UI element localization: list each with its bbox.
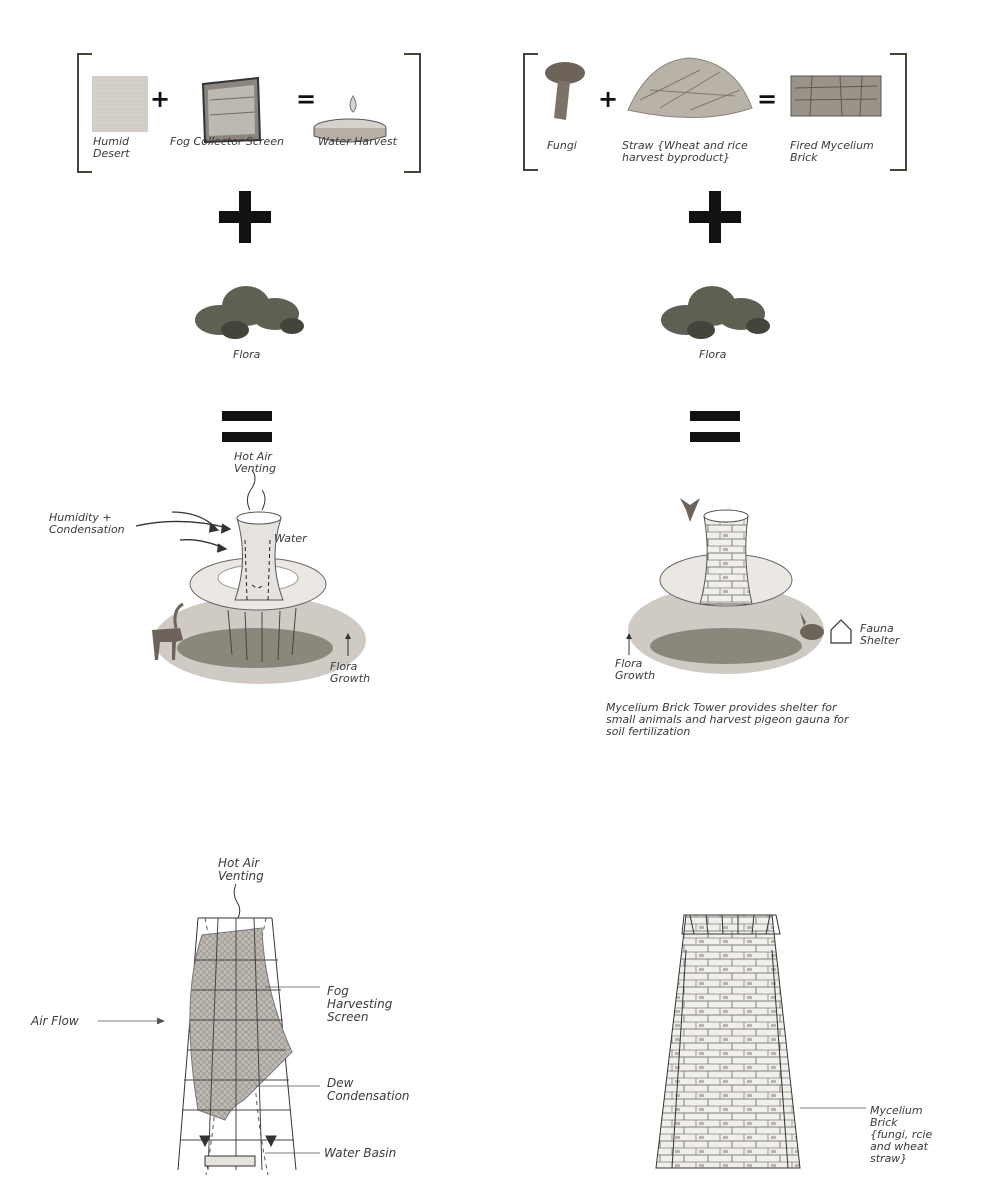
right-big-plus: [689, 191, 741, 243]
water-harvest-label: Water Harvest: [318, 135, 397, 148]
mycelium-brick-label: Fired Mycelium Brick: [790, 139, 874, 164]
fog-collector-label: Fog Collector Screen: [170, 135, 284, 148]
fungi-label: Fungi: [547, 139, 577, 152]
flora-growth-label-left: Flora Growth: [330, 660, 371, 685]
mycelium-brick-detail-label: Mycelium Brick {fungi, rcie and wheat straw}: [870, 1104, 933, 1165]
right-tower-illustration: [628, 510, 824, 674]
fog-collector-image: [203, 78, 260, 142]
straw-image: [628, 58, 752, 118]
equals-operator-right-1: =: [757, 85, 778, 113]
mycelium-tower-caption: Mycelium Brick Tower provides shelter for small animals and harvest pigeon gauna for soil fertilization: [606, 701, 849, 738]
air-flow-label: Air Flow: [31, 1014, 79, 1028]
plus-operator-left-1: +: [150, 85, 171, 113]
humidity-arrows: [136, 512, 230, 552]
fog-tower-detail: [178, 884, 296, 1175]
humid-desert-label: Humid Desert: [93, 135, 130, 160]
fungi-image: [545, 62, 585, 120]
water-basin-label: Water Basin: [324, 1146, 397, 1160]
brick-tower-detail: [656, 915, 800, 1168]
water-label: Water: [274, 532, 307, 545]
left-tower-illustration: [154, 470, 366, 684]
humidity-condensation-label: Humidity + Condensation: [49, 511, 125, 536]
left-big-equals: [222, 411, 272, 442]
flora-label-right: Flora: [699, 348, 727, 361]
pigeon-image: [680, 498, 700, 522]
dew-condensation-label: Dew Condensation: [327, 1076, 410, 1103]
flora-growth-label-right: Flora Growth: [615, 657, 656, 682]
fauna-shelter-icon: [831, 620, 851, 643]
plus-operator-right-1: +: [598, 85, 619, 113]
left-big-plus: [219, 191, 271, 243]
hot-air-venting-label: Hot Air Venting: [234, 450, 276, 475]
right-big-equals: [690, 411, 740, 442]
detail-hot-air-label: Hot Air Venting: [218, 856, 264, 883]
mycelium-brick-image: [791, 76, 881, 116]
flora-label-left: Flora: [233, 348, 261, 361]
fog-screen-label: Fog Harvesting Screen: [327, 984, 393, 1024]
fauna-shelter-label: Fauna Shelter: [860, 622, 900, 647]
straw-label: Straw {Wheat and rice harvest byproduct}: [622, 139, 748, 164]
humid-desert-image: [92, 76, 148, 132]
right-flora-image: [661, 286, 770, 339]
equals-operator-left-1: =: [296, 85, 317, 113]
left-flora-image: [195, 286, 304, 339]
